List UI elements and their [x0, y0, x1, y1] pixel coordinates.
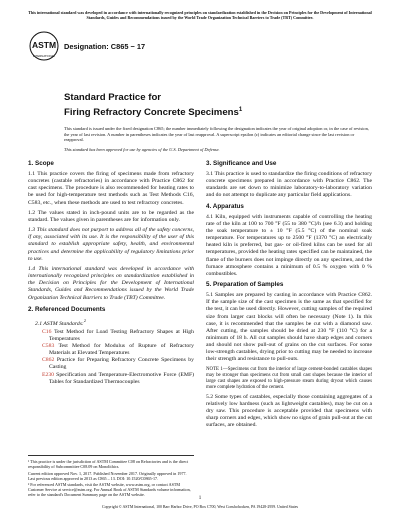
- page-number: 1: [198, 496, 202, 501]
- refs-label-mark: 2: [83, 317, 86, 323]
- logo-text: ASTM: [31, 40, 57, 50]
- document-title: [64, 92, 364, 119]
- preparation-heading: 5. Preparation of Samples: [206, 281, 284, 289]
- scope-1-3: 1.3 This standard does not purport to address all of the safety concerns, if any, associated with its use. It is the responsibility of the user of this standard to establish appropriate safety, health, and environmental practices and determine the applicability of regulatory limitations prior to use.: [28, 227, 194, 262]
- scope-1-2: 1.2 The values stated in inch-pound units are to be regarded as the standard. The values given in parentheses are for information only.: [28, 209, 194, 223]
- refs-heading: 2. Referenced Documents: [28, 305, 106, 313]
- title-footnote-mark: 1: [238, 107, 243, 113]
- wto-notice: This international standard was developed in accordance with internationally recognized principles on standardization established in the Decision on Principles for the Development of International Standards, Guides and Recommendations issued by the World Trade Organization Technical Barriers to Trade (TBT) Committee.: [28, 10, 372, 20]
- right-column: [206, 160, 372, 432]
- title-line-2: Firing Refractory Concrete Specimens: [64, 107, 239, 119]
- scope-heading: 1. Scope: [28, 160, 54, 167]
- logo-subtext: INTERNATIONAL: [32, 54, 56, 58]
- note-1: NOTE 1—Specimens cut from the interior of large cement-bonded castables shapes may be stronger than specimens cut from small cast shapes because the interior of large cast shapes are exposed to high-pressure steam during dryout which causes more complete hydration of the cement.: [206, 366, 372, 390]
- footnote-1b: Current edition approved Nov. 1, 2017. Published November 2017. Originally approved in 1977. Last previous edition approved in 2013 as C865 – 13. DOI: 10.1520/C0865-17.: [28, 470, 187, 481]
- astm-logo-icon: [29, 31, 59, 61]
- ref-link[interactable]: C583: [42, 343, 55, 350]
- designation: Designation: C865 − 17: [64, 42, 146, 51]
- ref-title: Practice for Preparing Refractory Concrete Specimens by Casting: [49, 357, 194, 371]
- scope-1-4: 1.4 This international standard was developed in accordance with internationally recognized principles on standardization established in the Decision on Principles for the Development of International Standards, Guides and Recommendations issued by the World Trade Organization Technical Barriers to Trade (TBT) Committee.: [28, 265, 194, 301]
- ref-title: Specification and Temperature-Electromotive Force (EMF) Tables for Standardized Thermocouples: [49, 371, 194, 385]
- standard-notice: This standard is issued under the fixed designation C865; the number immediately following the designation indicates the year of original adoption or, in the case of revision, the year of last revision. A number in parentheses indicates the year of last reapproval. A superscript epsilon (ε) indicates an editorial change since the last revision or reapproval.: [64, 126, 369, 142]
- preparation-5-1: 5.1 Samples are prepared by casting in accordance with Practice C862. If the sample size of the cast specimen is the same as that specified for the test, it can be used directly. However, cutting samples of the required size from larger cast blocks will often be necessary (Note 1). In this case, it is recommended that the samples be cut with a diamond saw. After cutting, the samples should be dried at 230 °F (110 °C) for a minimum of 18 h. All cut samples should have sharp edges and corners and should not show pull-out of grains on the cut surfaces. For some low-strength castables, drying prior to cutting may be needed to increase their strength and resistance to pull-outs.: [206, 292, 372, 363]
- footnote-2: ² For referenced ASTM standards, visit the ASTM website, www.astm.org, or contact ASTM Customer Service at service@astm.org. For Annual Book of ASTM Standards volume information, refer to the standard's Document Summary page on the ASTM website.: [28, 482, 191, 497]
- title-line-2-wrap: [64, 104, 364, 119]
- significance-heading: 3. Significance and Use: [206, 160, 277, 167]
- ref-title: Test Method for Modulus of Rupture of Refractory Materials at Elevated Temperatures: [49, 343, 194, 357]
- refs-label: 2.1 ASTM Standards:: [35, 320, 84, 327]
- refs-label-line: [28, 317, 194, 328]
- dod-notice: This standard has been approved for use by agencies of the U.S. Department of Defense.: [64, 147, 220, 152]
- copyright-line: Copyright © ASTM International, 100 Barr Harbor Drive, PO Box C700, West Conshohocken, PA 19428-2959. United States: [102, 505, 298, 509]
- ref-link[interactable]: C862: [42, 357, 55, 364]
- footnotes: [28, 455, 194, 499]
- preparation-5-2: 5.2 Some types of castables, especially those containing aggregates of a relatively low hardness (such as lightweight castables), may be cut on a dry saw. This procedure is acceptable provided that specimens with sharp corners and edges, which show no signs of grain pull-out at the cut surfaces, are obtained.: [206, 393, 372, 429]
- left-column: [28, 160, 194, 386]
- ref-item: [35, 357, 194, 371]
- ref-link[interactable]: C16: [42, 328, 52, 335]
- ref-item: [35, 372, 194, 386]
- apparatus-4-1: 4.1 Kiln, equipped with instruments capable of controlling the heating rate of the kiln at 100 to 700 °F (55 to 380 °C)/h (see 6.3) and holding the soak temperature to ± 10 °F (5.5 °C) of the nominal soak temperature. For temperatures up to 2500 °F (1370 °C) an electrically heated kiln is preferred, but gas- or oil-fired kilns can be used for all temperatures, provided the heating rates specified can be maintained, the flame of the burners does not impinge directly on any specimen, and the furnace atmosphere contains a minimum of 0.5 % oxygen with 0 % combustibles.: [206, 213, 372, 277]
- title-line-1: Standard Practice for: [64, 92, 162, 103]
- ref-item: [35, 329, 194, 343]
- significance-3-1: 3.1 This practice is used to standardize the firing conditions of refractory concrete specimens prepared in accordance with Practice C862. The standards are set down to minimize laboratory-to-laboratory variation and do not attempt to duplicate any particular field applications.: [206, 171, 372, 199]
- scope-1-1: 1.1 This practice covers the firing of specimens made from refractory concretes (castable refractories) in accordance with Practice C862 for cast specimens. The procedure is also recommended for heating rates to be used for high-temperature test methods such as Test Methods C16, C583, etc., when these methods are used to test refractory concretes.: [28, 171, 194, 206]
- ref-title: Test Method for Load Testing Refractory Shapes at High Temperatures: [49, 328, 194, 342]
- ref-item: [35, 343, 194, 357]
- footnote-1: ¹ This practice is under the jurisdiction of ASTM Committee C08 on Refractories and is the direct responsibility of Subcommittee C08.09 on Monolithics.: [28, 459, 189, 469]
- apparatus-heading: 4. Apparatus: [206, 202, 244, 210]
- ref-link[interactable]: E230: [42, 371, 55, 378]
